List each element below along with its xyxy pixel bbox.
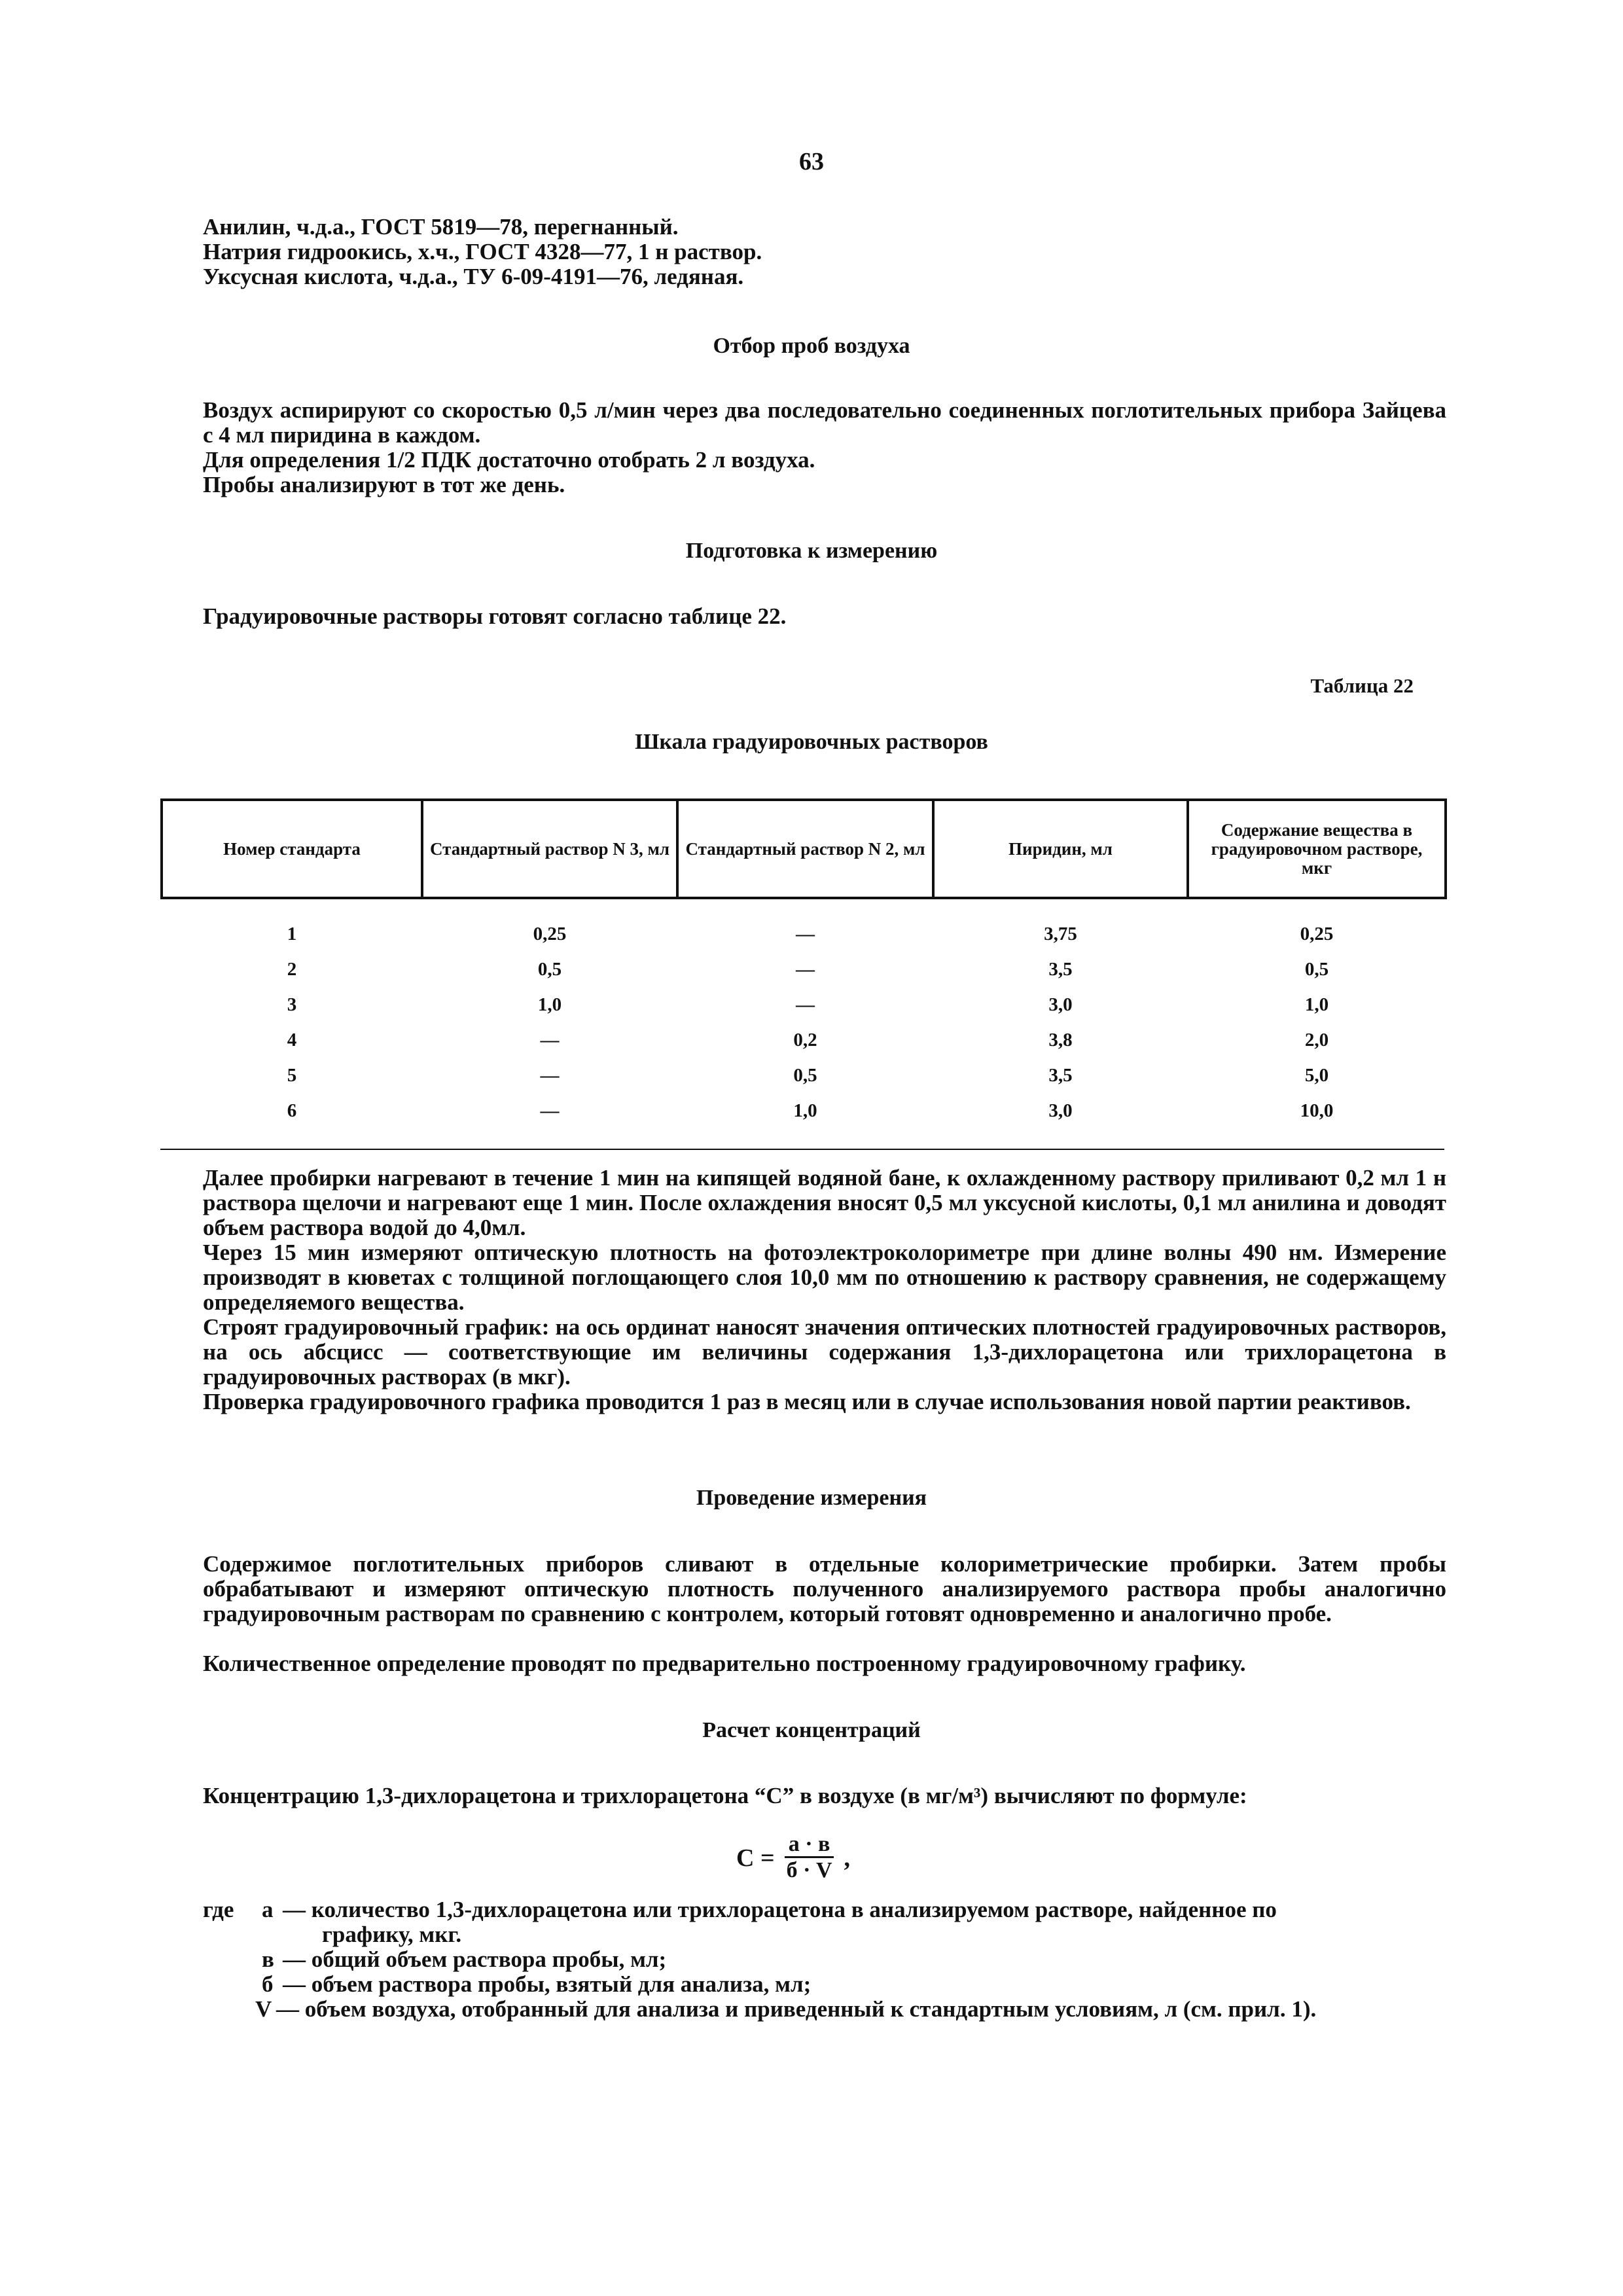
page-number: 63 bbox=[799, 148, 824, 175]
table-row bbox=[162, 1058, 1446, 1093]
calculation-intro: Концентрацию 1,3-дихлорацетона и трихлорацетона “С” в воздухе (в мг/м³) вычисляют по формуле: bbox=[203, 1783, 1247, 1808]
table-cell: 6 bbox=[287, 1100, 297, 1121]
reagent-sodium-hydroxide: Натрия гидроокись, х.ч., ГОСТ 4328—77, 1 н раствор. bbox=[203, 239, 762, 264]
section-heading-measurement: Проведение измерения bbox=[696, 1486, 927, 1510]
table-header-row bbox=[162, 800, 1446, 898]
table-cell: — bbox=[796, 994, 815, 1015]
table-cell: 3,5 bbox=[1048, 958, 1073, 980]
sampling-paragraph-1: Воздух аспирируют со скоростью 0,5 л/мин через два последовательно соединенных поглотительных прибора Зайцева с 4 мл пиридина в каждом. bbox=[203, 397, 1446, 448]
legend-symbol: в bbox=[262, 1946, 274, 1972]
table-cell: 1,0 bbox=[1304, 994, 1329, 1015]
table-cell: — bbox=[540, 1029, 560, 1050]
table-row bbox=[162, 898, 1446, 952]
legend-item-b bbox=[262, 1972, 1505, 1997]
legend-text: — объем раствора пробы, взятый для анализа, мл; bbox=[283, 1971, 812, 1997]
section-heading-preparation: Подготовка к измерению bbox=[685, 539, 938, 563]
table-cell: 1,0 bbox=[537, 994, 562, 1015]
header-standard-number: Номер стандарта bbox=[162, 800, 422, 898]
formula-numerator: а · в bbox=[785, 1833, 834, 1858]
table-row bbox=[162, 952, 1446, 987]
table-cell: 3,0 bbox=[1048, 1100, 1073, 1121]
procedure-paragraph-4: Проверка градуировочного графика проводится 1 раз в месяц или в случае использования новой партии реактивов. bbox=[203, 1389, 1411, 1414]
section-heading-sampling: Отбор проб воздуха bbox=[713, 334, 910, 358]
sampling-paragraph-2: Для определения 1/2 ПДК достаточно отобрать 2 л воздуха. bbox=[203, 447, 815, 473]
table-cell: 0,25 bbox=[1300, 923, 1334, 944]
legend-where-label: где bbox=[203, 1897, 234, 1922]
reagent-acetic-acid: Уксусная кислота, ч.д.а., ТУ 6-09-4191—76, ледяная. bbox=[203, 264, 744, 289]
table-cell: — bbox=[796, 958, 815, 980]
table-cell: 0,25 bbox=[533, 923, 567, 944]
legend-text: — количество 1,3-дихлорацетона или трихлорацетона в анализируемом растворе, найденное по bbox=[283, 1897, 1277, 1922]
table-cell: 3,5 bbox=[1048, 1064, 1073, 1086]
table-cell: 1,0 bbox=[793, 1100, 817, 1121]
table-cell: 10,0 bbox=[1300, 1100, 1334, 1121]
table-cell: 0,2 bbox=[793, 1029, 817, 1050]
legend-symbol: б bbox=[262, 1971, 274, 1997]
table-cell: 4 bbox=[287, 1029, 297, 1050]
table-cell: 0,5 bbox=[793, 1064, 817, 1086]
header-standard-solution-3: Стандартный раствор N 3, мл bbox=[422, 800, 677, 898]
procedure-paragraph-2: Через 15 мин измеряют оптическую плотность на фотоэлектроколориметре при длине волны 490 нм. Измерение производят в кюветах с толщиной поглощающего слоя 10,0 мм по отношению к раствору сравнения, не содержащему определяемого вещества. bbox=[203, 1240, 1446, 1315]
table-caption: Таблица 22 bbox=[1310, 674, 1414, 697]
table-cell: 3 bbox=[287, 994, 297, 1015]
table-cell: — bbox=[796, 923, 815, 944]
formula-denominator: б · V bbox=[786, 1858, 832, 1882]
table-row bbox=[162, 987, 1446, 1022]
formula-fraction bbox=[783, 1833, 836, 1883]
table-cell: 3,0 bbox=[1048, 994, 1073, 1015]
table-cell: 2 bbox=[287, 958, 297, 980]
table-cell: — bbox=[540, 1100, 560, 1121]
table-cell: 3,75 bbox=[1044, 923, 1077, 944]
table-row bbox=[162, 1022, 1446, 1058]
table-cell: 0,5 bbox=[1304, 958, 1329, 980]
legend-text: — общий объем раствора пробы, мл; bbox=[283, 1946, 667, 1972]
table-title: Шкала градуировочных растворов bbox=[635, 730, 988, 754]
sampling-paragraph-3: Пробы анализируют в тот же день. bbox=[203, 472, 565, 497]
reagent-aniline: Анилин, ч.д.а., ГОСТ 5819—78, перегнанный. bbox=[203, 214, 679, 240]
header-substance-content: Содержание вещества в градуировочном растворе, мкг bbox=[1188, 800, 1446, 898]
measurement-paragraph-2: Количественное определение проводят по предварительно построенному градуировочному графику. bbox=[203, 1651, 1246, 1676]
table-cell: 1 bbox=[287, 923, 297, 944]
table-cell: — bbox=[540, 1064, 560, 1086]
table-cell: 5 bbox=[287, 1064, 297, 1086]
table-row bbox=[162, 1093, 1446, 1128]
table-cell: 5,0 bbox=[1304, 1064, 1329, 1086]
header-pyridine: Пиридин, мл bbox=[933, 800, 1188, 898]
legend-text: — объем воздуха, отобранный для анализа и приведенный к стандартным условиям, л (см. прил. 1). bbox=[276, 1996, 1317, 2022]
section-heading-calculation: Расчет концентраций bbox=[702, 1718, 921, 1742]
measurement-paragraph-1: Содержимое поглотительных приборов сливают в отдельные колориметрические пробирки. Затем пробы обрабатывают и измеряют оптическую плотность полученного анализируемого раствора пробы аналогично градуировочным растворам по сравнению с контролем, который готовят одновременно и аналогично пробе. bbox=[203, 1551, 1446, 1626]
table-cell: 3,8 bbox=[1048, 1029, 1073, 1050]
table-cell: 0,5 bbox=[537, 958, 562, 980]
graduation-table bbox=[160, 798, 1447, 1128]
legend-item-a-continuation: графику, мкг. bbox=[322, 1922, 462, 1947]
formula-suffix: , bbox=[844, 1844, 851, 1872]
header-standard-solution-2: Стандартный раствор N 2, мл bbox=[677, 800, 933, 898]
table-bottom-rule bbox=[160, 1149, 1444, 1150]
legend-symbol: V bbox=[255, 1996, 272, 2022]
legend-item-a bbox=[203, 1897, 1446, 1922]
legend-item-volume bbox=[255, 1997, 1499, 2022]
table-cell: 2,0 bbox=[1304, 1029, 1329, 1050]
procedure-paragraph-3: Строят градуировочный график: на ось ординат наносят значения оптических плотностей градуировочных растворов, на ось абсцисс — соответствующие им величины содержания 1,3-дихлорацетона или трихлорацетона в градуировочных растворах (в мкг). bbox=[203, 1314, 1446, 1390]
formula-lhs: С = bbox=[736, 1844, 775, 1872]
preparation-intro: Градуировочные растворы готовят согласно таблице 22. bbox=[203, 603, 787, 629]
concentration-formula bbox=[736, 1833, 850, 1883]
procedure-paragraph-1: Далее пробирки нагревают в течение 1 мин на кипящей водяной бане, к охлажденному раствору приливают 0,2 мл 1 н раствора щелочи и нагревают еще 1 мин. После охлаждения вносят 0,5 мл уксусной кислоты, 0,1 мл анилина и доводят объем раствора водой до 4,0мл. bbox=[203, 1165, 1446, 1240]
legend-symbol: а bbox=[262, 1897, 274, 1922]
legend-item-v bbox=[262, 1947, 1505, 1972]
